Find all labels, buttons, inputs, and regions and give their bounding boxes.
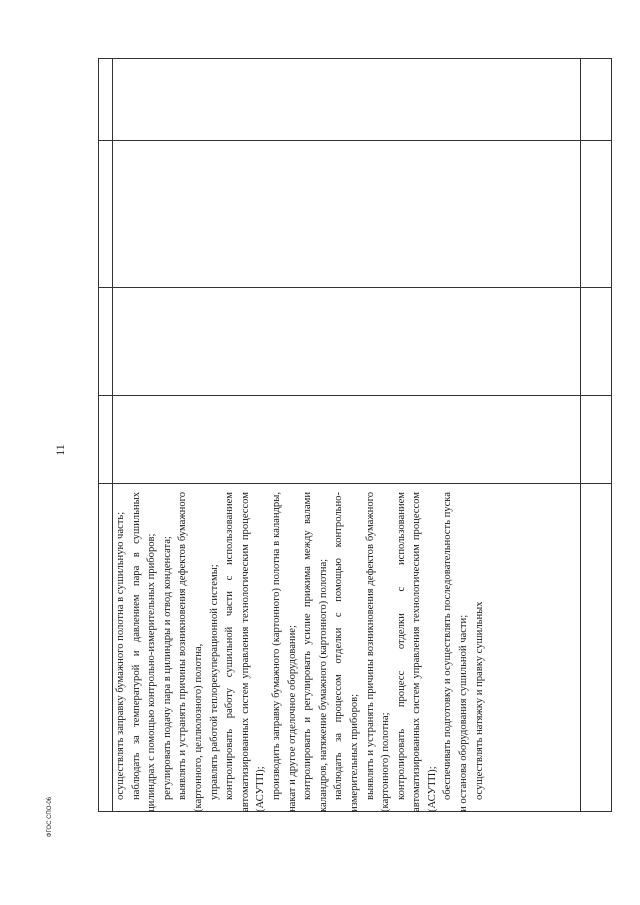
competency-text-cell [113, 492, 579, 812]
skill-item: осуществлять натяжку и правку сушильных [473, 601, 485, 800]
skill-item: выявлять и устранять причины возникновения дефектов бумажного (картонного, целлюлозного) полотна, [177, 492, 204, 812]
row-divider-4 [98, 483, 612, 484]
col-divider-right [580, 58, 581, 812]
skill-item: наблюдать за процессом отделки с помощью контрольно-измерительных приборов; [333, 492, 360, 812]
skill-item: наблюдать за температурой и давлением пара в сушильных цилиндрах с помощью контрольно-измерительных приборов; [130, 492, 158, 812]
skill-item: регулировать подачу пара в цилиндры и отвод конденсата; [161, 536, 173, 800]
skill-item: выявлять и устранять причины возникновения дефектов бумажного (картонного) полотна; [364, 492, 392, 812]
row-divider-3 [98, 395, 612, 396]
skills-list [113, 492, 487, 812]
skill-item: обеспечивать подготовку и осуществлять последовательность пуска и останова оборудования сушильной части; [442, 492, 470, 812]
page-number: 11 [53, 444, 67, 456]
skill-item: производить заправку бумажного (картонного) полотна в каландры, накат и другое отделочное оборудование; [270, 492, 298, 812]
skill-item: управлять работой теплорекуперационной системы; [208, 564, 220, 800]
skill-item: контролировать процесс отделки с использованием автоматизированных систем управления технологическим процессом (АСУТП); [395, 492, 438, 812]
document-code: ФГОС СПО-06 [47, 796, 53, 838]
skill-item: осуществлять заправку бумажного полотна в сушильную часть; [115, 511, 126, 800]
row-divider-1 [98, 140, 612, 141]
row-divider-2 [98, 287, 612, 288]
skill-item: контролировать и регулировать усилие прижима между валами каландров, натяжение бумажного (картонного) полотна; [302, 492, 329, 812]
skill-item: контролировать работу сушильной части с использованием автоматизированных систем управления технологическим процессом (АСУТП); [224, 492, 267, 812]
